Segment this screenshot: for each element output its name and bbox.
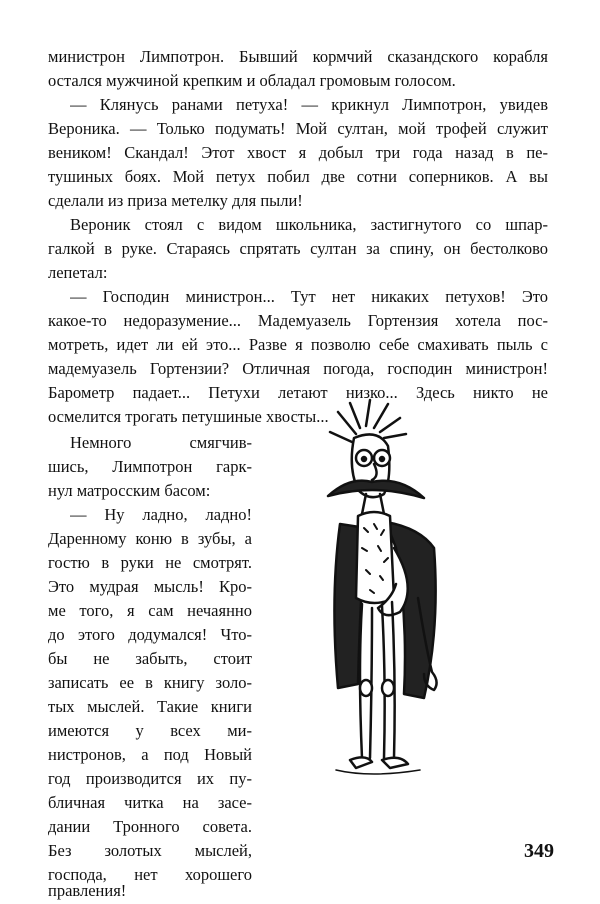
text-line: господа, нет хорошего — [48, 865, 252, 884]
text-line: Даренному коню в зубы, а — [48, 529, 252, 548]
text-line: Немного смягчив- — [70, 433, 252, 452]
text-line: осмелится трогать петушиные хвосты... — [48, 407, 329, 426]
text-line: Барометр падает... Петухи летают низко... Здесь никто не — [48, 383, 548, 402]
text-line: мотреть, идет ли ей это... Разве я позволю себе смахивать пыль с — [48, 335, 548, 354]
text-line: тых мыслей. Такие книги — [48, 697, 252, 716]
text-line: мадемуазель Гортензии? Отличная погода, господин министрон! — [48, 359, 548, 378]
text-line: дании Тронного совета. — [48, 817, 252, 836]
text-line: нул матросским басом: — [48, 481, 211, 500]
text-line: до этого додумался! Что- — [48, 625, 252, 644]
text-line: шись, Лимпотрон гарк- — [48, 457, 252, 476]
text-line: остался мужчиной крепким и обладал громовым голосом. — [48, 71, 456, 90]
text-line: записать ее в книгу золо- — [48, 673, 252, 692]
text-line: какое-то недоразумение... Мадемуазель Гортензия хотела пос- — [48, 311, 548, 330]
text-line: лепетал: — [48, 263, 108, 282]
text-line: — Клянусь ранами петуха! — крикнул Лимпотрон, увидев — [70, 95, 548, 114]
text-line: имеются у всех ми- — [48, 721, 252, 740]
text-line: Это мудрая мысль! Кро- — [48, 577, 252, 596]
limpotron-illustration — [300, 398, 510, 784]
text-line: Вероника. — Только подумать! Мой султан, мой трофей служит — [48, 119, 548, 138]
text-line: министрон Лимпотрон. Бывший кормчий сказандского корабля — [48, 47, 548, 66]
text-line: бличная читка на засе- — [48, 793, 252, 812]
text-line: год производится их пу- — [48, 769, 252, 788]
text-line: — Ну ладно, ладно! — [70, 505, 252, 524]
text-line: Вероник стоял с видом школьника, застигнутого со шпар- — [70, 215, 548, 234]
text-line: правления! — [48, 881, 127, 900]
text-line: сделали из приза метелку для пыли! — [48, 191, 303, 210]
text-line: веником! Скандал! Этот хвост я добыл три года назад в пе- — [48, 143, 548, 162]
page-number: 349 — [524, 840, 554, 862]
text-line: ме того, я сам нечаянно — [48, 601, 252, 620]
text-line: галкой в руке. Стараясь спрятать султан за спину, он бестолково — [48, 239, 548, 258]
text-line: бы не забыть, стоит — [48, 649, 252, 668]
text-line: гостю в руки не смотрят. — [48, 553, 252, 572]
text-line: — Господин министрон... Тут нет никаких петухов! Это — [70, 287, 548, 306]
text-line: нистронов, а под Новый — [48, 745, 252, 764]
text-line: тушиных боях. Мой петух побил две сотни соперников. А вы — [48, 167, 548, 186]
text-line: Без золотых мыслей, — [48, 841, 252, 860]
